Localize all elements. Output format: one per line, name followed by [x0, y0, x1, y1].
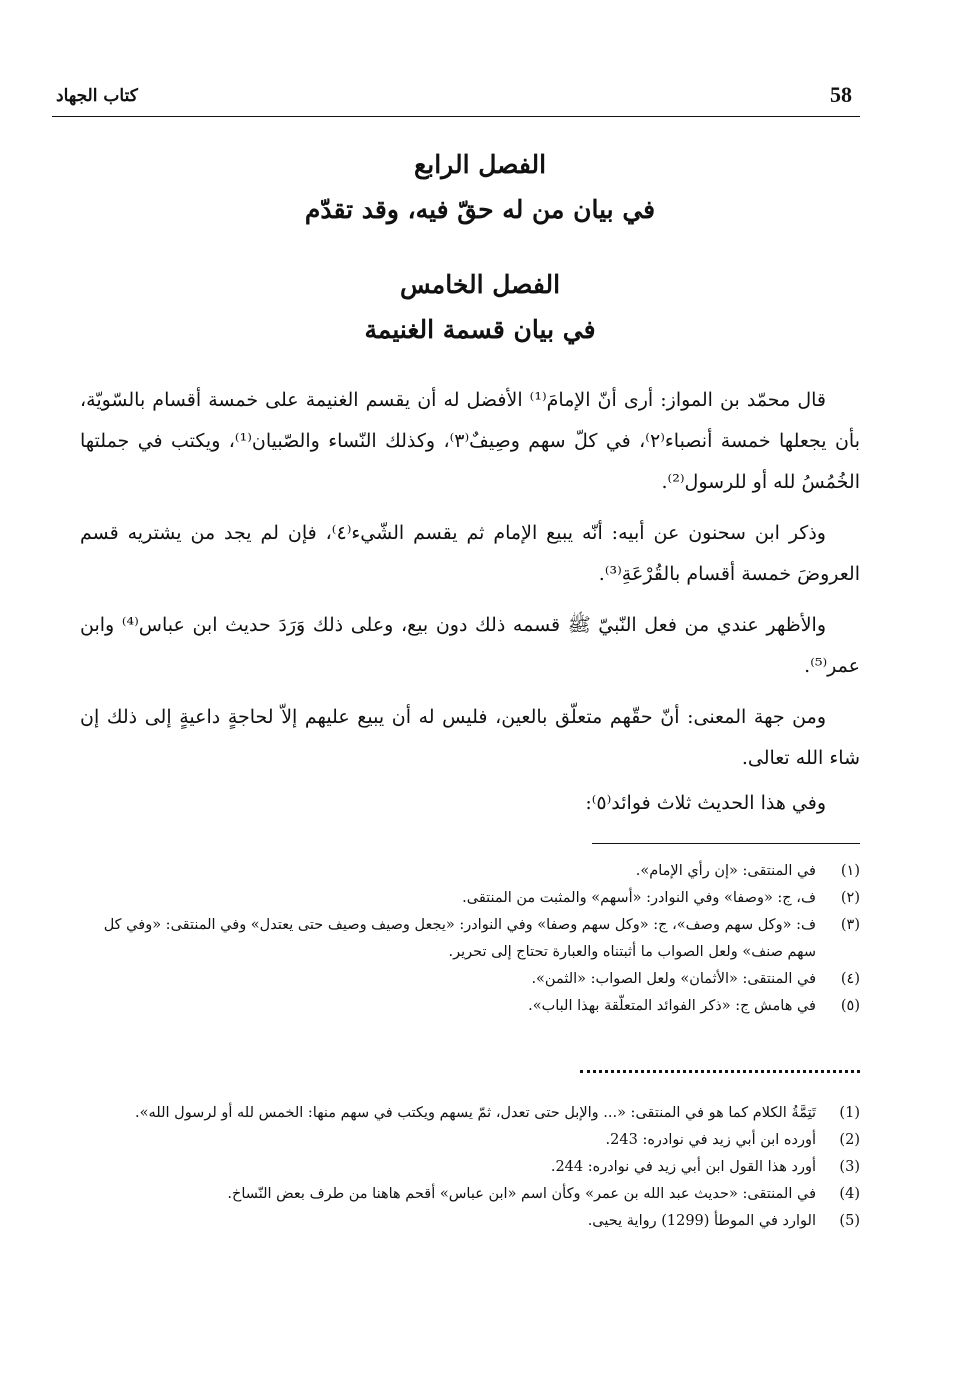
footnote-number: (٤) [840, 971, 860, 987]
footnote-item [80, 912, 860, 966]
chapter-five-heading [80, 262, 880, 352]
footnote-number: (٥) [840, 998, 860, 1014]
footnote-text: الوارد في الموطأ (1299) رواية يحيى. [587, 1213, 816, 1229]
book-title: كتاب الجهاد [56, 86, 138, 106]
footnote-text: أورد هذا القول ابن أبي زيد في نوادره: 244. [550, 1159, 816, 1175]
paragraph: وفي هذا الحديث ثلاث فوائد⁽٥⁾: [585, 792, 826, 814]
footnote-text: في المنتقى: «إن رأي الإمام». [635, 863, 816, 879]
footnote-number: (5) [839, 1213, 860, 1229]
footnote-text: تَتِمَّةُ الكلام كما هو في المنتقى: «... والإبل حتى تعدل، ثمّ يسهم ويكتب في سهم منها: الخمس لله أو لرسول الله». [135, 1105, 816, 1121]
chapter-four-heading [80, 142, 880, 232]
footnote-text: في المنتقى: «حديث عبد الله بن عمر» وكأن اسم «ابن عباس» أقحم هاهنا من طرف بعض النّساخ. [227, 1186, 816, 1202]
footnote-number: (٢) [840, 890, 860, 906]
paragraph: ومن جهة المعنى: أنّ حقّهم متعلّق بالعين، فليس له أن يبيع عليهم إلاّ لحاجةٍ داعيةٍ إلى ذلك إن شاء الله تعالى. [80, 706, 860, 769]
paragraph: والأظهر عندي من فعل النّبيّ ﷺ قسمه ذلك دون بيع، وعلى ذلك وَرَدَ حديث ابن عباس⁽⁴⁾ وابن عمر⁽⁵⁾. [80, 614, 860, 677]
footnote-item [80, 1100, 860, 1127]
footnote-number: (4) [839, 1186, 860, 1202]
chapter-five-title: الفصل الخامس [399, 270, 561, 299]
chapter-four-subtitle: في بيان من له حقّ فيه، وقد تقدّم [304, 195, 656, 224]
footnote-number: (3) [839, 1159, 860, 1175]
footnote-item [80, 993, 860, 1020]
footnote-text: ف: «وكل سهم وصف»، ج: «وكل سهم وصفا» وفي النوادر: «يجعل وصيف وصيف حتى يعتدل» وفي المنتقى: «وفي كل سهم صنف» ولعل الصواب ما أثبتناه والعبارة تحتاج إلى تحرير. [103, 917, 816, 960]
footnote-item [80, 858, 860, 885]
footnote-number: (1) [839, 1105, 860, 1121]
footnote-item [80, 1127, 860, 1154]
footnote-item [80, 1154, 860, 1181]
paragraph: قال محمّد بن المواز: أرى أنّ الإمامَ⁽¹⁾ الأفضل له أن يقسم الغنيمة على خمسة أقسام بالسّويّة، بأن يجعلها خمسة أنصباء⁽٢⁾، في كلّ سهم وصِيفٌ⁽٣⁾، وكذلك النّساء والصّبيان⁽¹⁾، ويكتب في جملتها الخُمُسُ لله أو للرسول⁽²⁾. [80, 389, 861, 493]
footnote-text: ف، ج: «وصفا» وفي النوادر: «أسهم» والمثبت من المنتقى. [462, 890, 816, 906]
footnote-number: (١) [840, 863, 860, 879]
main-text [80, 380, 860, 834]
paragraph: وذكر ابن سحنون عن أبيه: أنّه يبيع الإمام ثم يقسم الشّيء⁽٤⁾، فإن لم يجد من يشتريه قسم العروضَ خمسة أقسام بالقُرْعَةِ⁽³⁾. [80, 522, 860, 585]
footnote-text: في هامش ج: «ذكر الفوائد المتعلّقة بهذا الباب». [528, 998, 816, 1014]
footnotes-translator [80, 1100, 860, 1235]
footnote-number: (٣) [840, 917, 860, 933]
page-number: 58 [830, 82, 852, 107]
footnote-number: (2) [839, 1132, 860, 1148]
chapter-four-title: الفصل الرابع [413, 150, 547, 179]
footnote-item [80, 1181, 860, 1208]
footnote-item [80, 1208, 860, 1235]
chapter-five-subtitle: في بيان قسمة الغنيمة [364, 315, 596, 344]
footnote-item [80, 885, 860, 912]
footnote-separator [592, 843, 860, 844]
footnote-text: أورده ابن أبي زيد في نوادره: 243. [605, 1132, 816, 1148]
footnote-item [80, 966, 860, 993]
page-header [52, 82, 860, 117]
footnotes-editor [80, 858, 860, 1020]
dotted-separator [580, 1070, 860, 1073]
footnote-text: في المنتقى: «الأثمان» ولعل الصواب: «الثمن». [531, 971, 816, 987]
